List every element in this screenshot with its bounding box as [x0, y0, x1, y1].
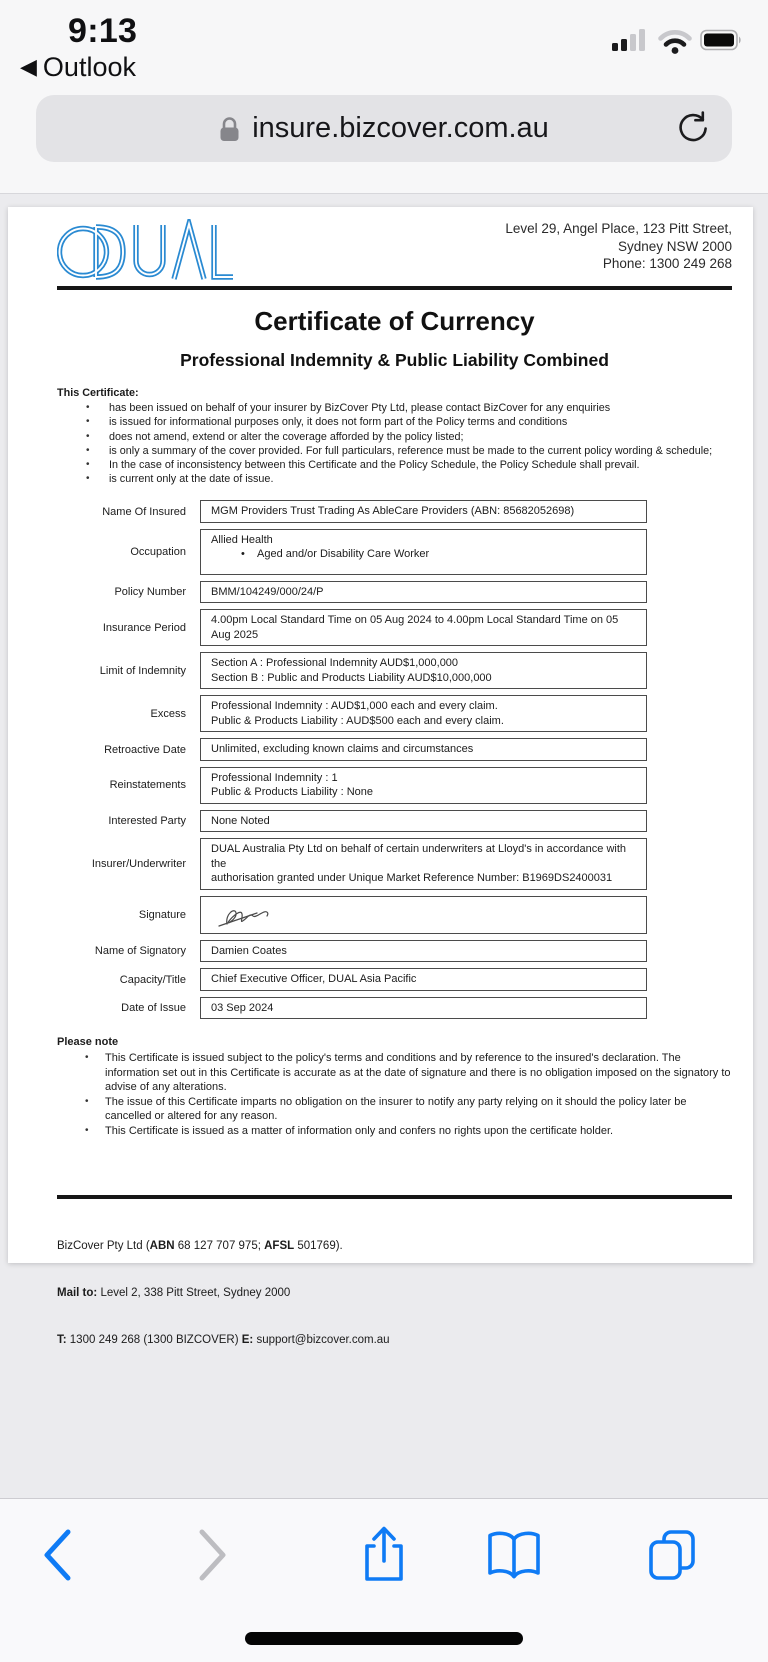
signature-scribble — [211, 900, 281, 930]
status-icons — [612, 24, 746, 58]
address-bar[interactable] — [36, 95, 732, 162]
share-icon — [359, 1524, 409, 1586]
certificate-page — [8, 207, 753, 1347]
field-label: Name of Signatory — [94, 945, 186, 958]
field-label: Date of Issue — [121, 1002, 186, 1015]
intro-bullet: • has been issued on behalf of your insurer by BizCover Pty Ltd, please contact BizCover for any enquiries — [57, 401, 732, 415]
field-row — [57, 581, 732, 604]
field-label: Interested Party — [108, 815, 186, 828]
field-row — [57, 810, 732, 833]
forward-button[interactable] — [181, 1523, 245, 1587]
back-triangle-icon: ◀ — [20, 54, 37, 79]
insurer-address: Level 29, Angel Place, 123 Pitt Street, Sydney NSW 2000 Phone: 1300 249 268 — [505, 221, 732, 271]
url-text: insure.bizcover.com.au — [252, 112, 549, 144]
field-label: Policy Number — [114, 586, 186, 599]
header-rule — [57, 286, 732, 290]
field-row — [57, 738, 732, 761]
field-row — [57, 652, 732, 689]
field-label: Signature — [138, 908, 186, 921]
field-label: Insurer/Underwriter — [91, 858, 186, 871]
field-label: Occupation — [130, 545, 186, 558]
document-footer — [57, 1207, 390, 1381]
field-row — [57, 940, 732, 963]
footer-line-1: BizCover Pty Ltd (ABN 68 127 707 975; AFSL 501769). — [57, 1239, 343, 1252]
please-note-bullet: • This Certificate is issued as a matter of information only and confers no rights upon the certificate holder. — [57, 1124, 732, 1139]
intro-bullet: • is issued for informational purposes only, it does not form part of the Policy terms and conditions — [57, 415, 732, 429]
lock-icon — [219, 115, 240, 143]
wifi-icon — [661, 32, 690, 54]
intro-bullet: • does not amend, extend or alter the coverage afforded by the policy listed; — [57, 430, 732, 444]
intro-heading: This Certificate: — [57, 387, 139, 399]
certificate-fields — [57, 500, 732, 1019]
signature-box — [200, 896, 647, 934]
field-value-box: MGM Providers Trust Trading As AbleCare Providers (ABN: 85682052698) — [200, 500, 647, 523]
field-row — [57, 529, 732, 575]
please-note-heading: Please note — [57, 1036, 119, 1049]
dual-logo — [57, 219, 233, 283]
field-row — [57, 695, 732, 732]
back-to-app-button[interactable] — [20, 52, 136, 83]
field-value-box: 03 Sep 2024 — [200, 997, 647, 1020]
intro-bullet: • is only a summary of the cover provided. For full particulars, reference must be made to the current policy wording & schedule; — [57, 444, 732, 458]
document-subtitle: Professional Indemnity & Public Liability Combined — [180, 350, 609, 370]
field-value-box: DUAL Australia Pty Ltd on behalf of certain underwriters at Lloyd's in accordance with the authorisation granted under Unique Market Reference Number: B1969DS2400031 — [200, 838, 647, 890]
home-indicator[interactable] — [245, 1632, 523, 1645]
field-label: Reinstatements — [109, 779, 186, 792]
chevron-right-icon — [202, 1532, 223, 1578]
field-label: Name Of Insured — [102, 505, 186, 518]
field-row — [57, 968, 732, 991]
field-value-box: Allied Health • Aged and/or Disability Care Worker — [200, 529, 647, 575]
field-label: Insurance Period — [102, 621, 186, 634]
footer-rule — [57, 1195, 732, 1199]
cellular-signal-icon — [612, 29, 645, 51]
field-value-box: Professional Indemnity : 1 Public & Products Liability : None — [200, 767, 647, 804]
field-row — [57, 767, 732, 804]
back-app-label: Outlook — [42, 52, 136, 82]
intro-bullet: • In the case of inconsistency between this Certificate and the Policy Schedule, the Policy Schedule shall prevail. — [57, 458, 732, 472]
field-label: Excess — [150, 707, 186, 720]
field-value-box: 4.00pm Local Standard Time on 05 Aug 2024 to 4.00pm Local Standard Time on 05 Aug 2025 — [200, 609, 647, 646]
please-note-bullet: • This Certificate is issued subject to the policy's terms and conditions and by reference to the insured's declaration. The information set out in this Certificate is accurate as at the date of signature and there is no obligation imposed on the signatory to advise of any alterations. — [57, 1051, 732, 1095]
footer-line-3: T: 1300 249 268 (1300 BIZCOVER) E: support@bizcover.com.au — [57, 1334, 390, 1347]
back-button[interactable] — [25, 1523, 89, 1587]
field-row — [57, 997, 732, 1020]
safari-toolbar — [0, 1498, 768, 1662]
share-button[interactable] — [352, 1523, 416, 1587]
field-value-box: None Noted — [200, 810, 647, 833]
book-icon — [485, 1529, 543, 1581]
field-value-box: Chief Executive Officer, DUAL Asia Pacific — [200, 968, 647, 991]
safari-top-chrome — [0, 0, 768, 194]
intro-bullet: • is current only at the date of issue. — [57, 472, 732, 486]
field-value-box: Damien Coates — [200, 940, 647, 963]
field-row — [57, 838, 732, 890]
field-value-box: Unlimited, excluding known claims and circumstances — [200, 738, 647, 761]
field-row — [57, 609, 732, 646]
battery-icon — [701, 31, 741, 50]
field-label: Capacity/Title — [119, 973, 186, 986]
bookmarks-button[interactable] — [482, 1523, 546, 1587]
status-time: 9:13 — [68, 12, 138, 50]
field-row — [57, 500, 732, 523]
field-label: Retroactive Date — [104, 743, 186, 756]
footer-line-2: Mail to: Level 2, 338 Pitt Street, Sydney 2000 — [57, 1286, 291, 1299]
field-value-box: BMM/104249/000/24/P — [200, 581, 647, 604]
field-row — [57, 896, 732, 934]
field-label: Limit of Indemnity — [99, 664, 186, 677]
chevron-left-icon — [47, 1532, 68, 1578]
please-note-bullet: • The issue of this Certificate imparts no obligation on the insurer to notify any party relying on it should the policy later be cancelled or altered for any reason. — [57, 1095, 732, 1124]
tabs-button[interactable] — [640, 1523, 704, 1587]
tabs-icon — [645, 1527, 699, 1583]
web-content-scroll-area[interactable] — [0, 195, 768, 1498]
document-header — [57, 217, 732, 283]
field-value-box: Professional Indemnity : AUD$1,000 each and every claim. Public & Products Liability : AUD$500 each and every claim. — [200, 695, 647, 732]
please-note-section — [57, 1035, 732, 1138]
reload-icon[interactable] — [674, 110, 712, 148]
certificate-intro — [57, 386, 732, 486]
document-title: Certificate of Currency — [254, 306, 535, 336]
field-value-box: Section A : Professional Indemnity AUD$1,000,000 Section B : Public and Products Liability AUD$10,000,000 — [200, 652, 647, 689]
